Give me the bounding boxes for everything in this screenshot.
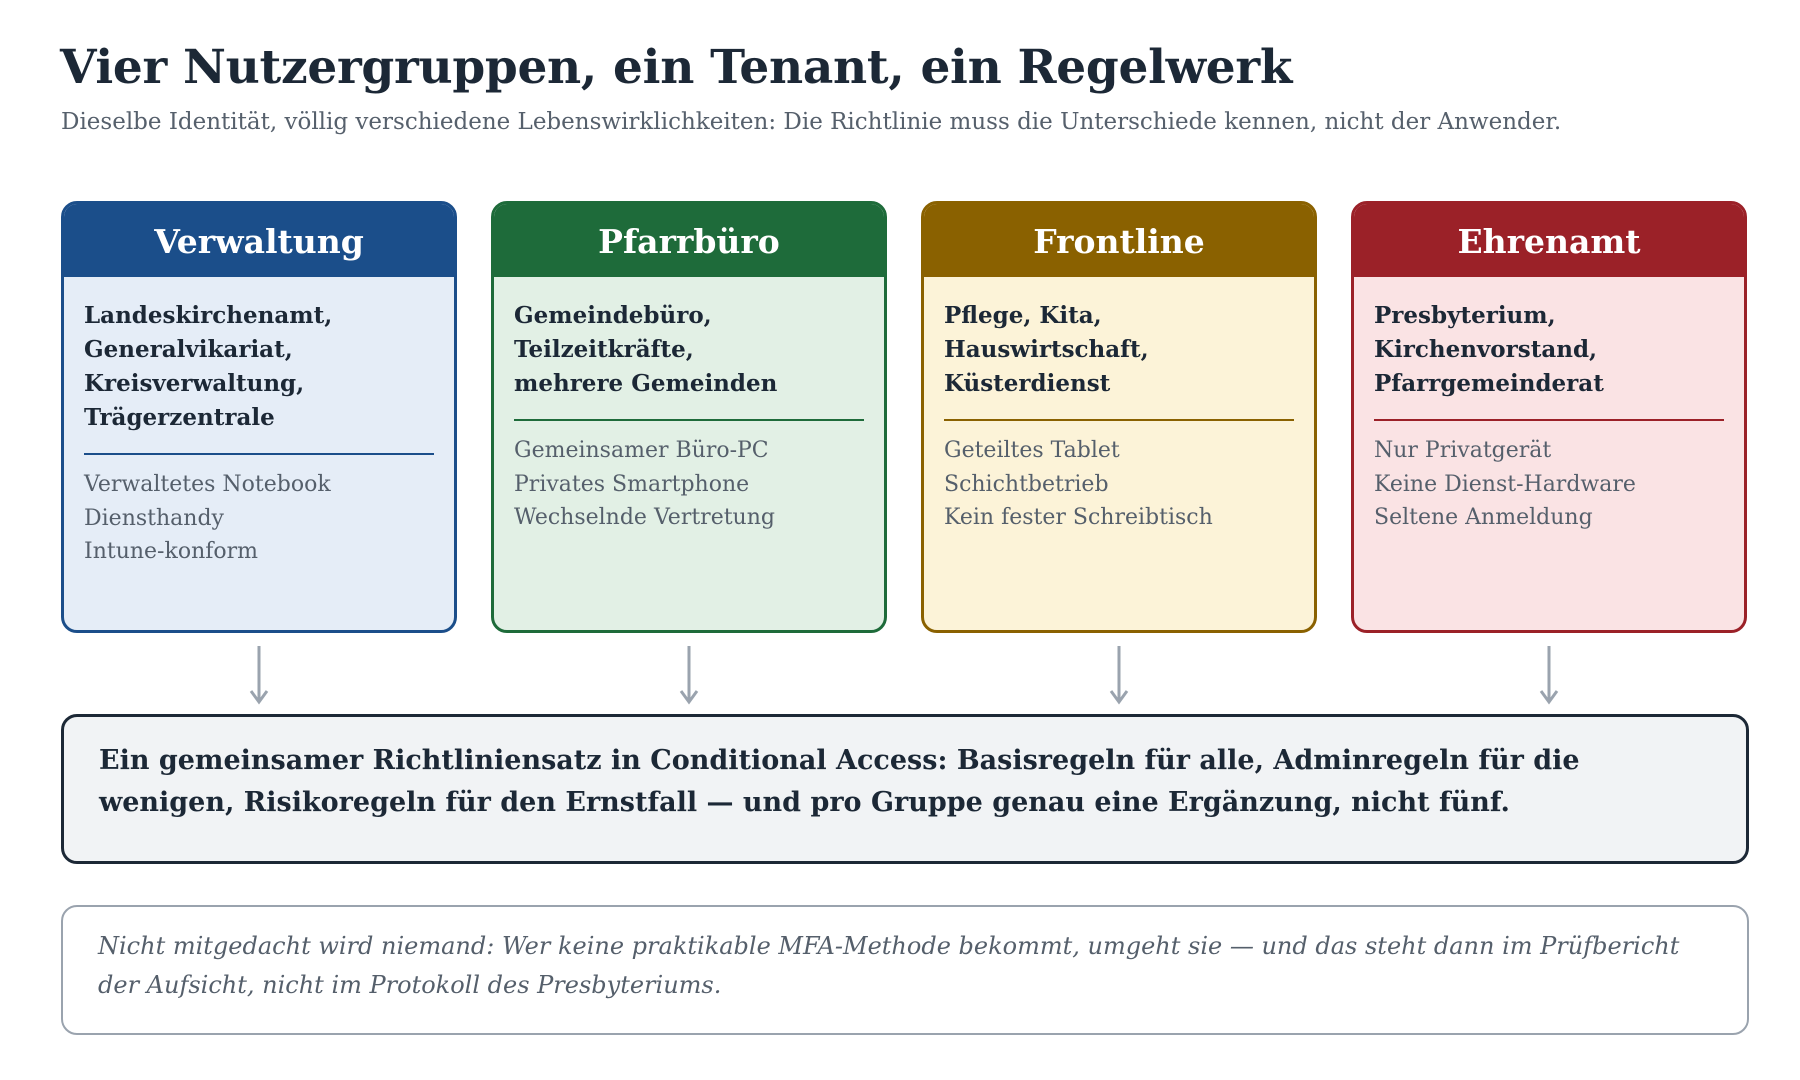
group-card-ehrenamt	[1351, 201, 1747, 633]
group-organizations: Gemeindebüro, Teilzeitkräfte, mehrere Gemeinden	[514, 302, 778, 397]
group-card-body	[924, 277, 1314, 535]
group-devices: Geteiltes Tablet Schichtbetrieb Kein fester Schreibtisch	[944, 438, 1213, 530]
policy-summary-box: Ein gemeinsamer Richtliniensatz in Conditional Access: Basisregeln für alle, Adminregeln für die wenigen, Risikoregeln für den Ernstfall — und pro Gruppe genau eine Ergänzung, nicht fünf.	[61, 714, 1749, 864]
down-arrow-icon	[1539, 646, 1559, 706]
user-group-cards	[61, 201, 1747, 633]
group-divider	[1374, 419, 1724, 421]
group-devices: Verwaltetes Notebook Diensthandy Intune-konform	[84, 472, 331, 564]
down-arrow-icon	[1109, 646, 1129, 706]
group-card-body	[1354, 277, 1744, 535]
down-arrow-icon	[679, 646, 699, 706]
page-subtitle: Dieselbe Identität, völlig verschiedene Lebenswirklichkeiten: Die Richtlinie muss die Unterschiede kennen, nicht der Anwender.	[61, 109, 1562, 135]
group-devices: Nur Privatgerät Keine Dienst-Hardware Seltene Anmeldung	[1374, 438, 1636, 530]
group-card-header: Frontline	[924, 204, 1314, 277]
down-arrow-icon	[249, 646, 269, 706]
group-divider	[84, 453, 434, 455]
group-card-body	[64, 277, 454, 569]
group-card-header: Ehrenamt	[1354, 204, 1744, 277]
group-card-pfarrbuero	[491, 201, 887, 633]
group-organizations: Pflege, Kita, Hauswirtschaft, Küsterdienst	[944, 302, 1149, 397]
group-card-frontline	[921, 201, 1317, 633]
group-card-verwaltung	[61, 201, 457, 633]
group-divider	[944, 419, 1294, 421]
group-devices: Gemeinsamer Büro-PC Privates Smartphone Wechselnde Vertretung	[514, 438, 775, 530]
group-organizations: Landeskirchenamt, Generalvikariat, Kreisverwaltung, Trägerzentrale	[84, 302, 333, 431]
group-card-header: Verwaltung	[64, 204, 454, 277]
group-divider	[514, 419, 864, 421]
page-title: Vier Nutzergruppen, ein Tenant, ein Regelwerk	[60, 40, 1293, 95]
group-organizations: Presbyterium, Kirchenvorstand, Pfarrgemeinderat	[1374, 302, 1604, 397]
group-card-body	[494, 277, 884, 535]
group-card-header: Pfarrbüro	[494, 204, 884, 277]
footnote-box: Nicht mitgedacht wird niemand: Wer keine praktikable MFA-Methode bekommt, umgeht sie — und das steht dann im Prüfbericht der Aufsicht, nicht im Protokoll des Presbyteriums.	[61, 905, 1749, 1035]
